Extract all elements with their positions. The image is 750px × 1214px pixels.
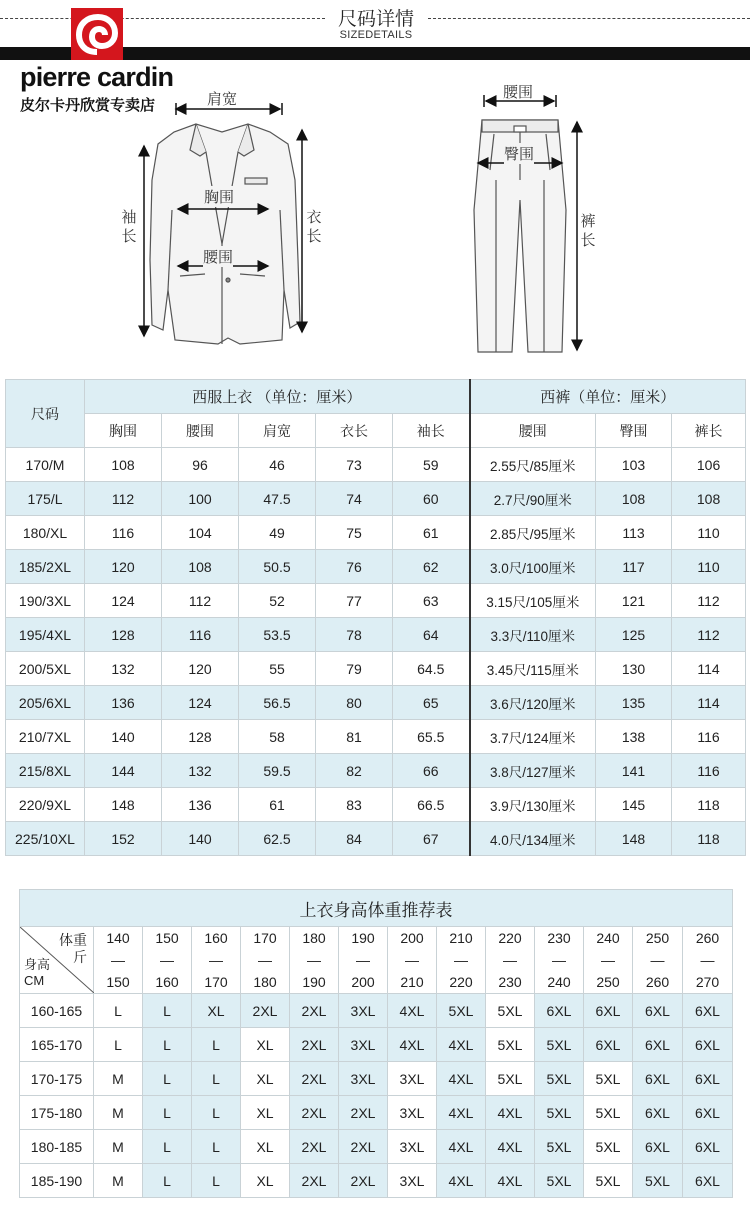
measurement-cell: 120 (85, 550, 162, 584)
recommended-size-cell: XL (241, 1096, 290, 1130)
recommended-size-cell: L (192, 1028, 241, 1062)
table-row (20, 1028, 733, 1062)
measurement-cell: 136 (85, 686, 162, 720)
weight-range-header: 260 — 270 (683, 927, 733, 994)
table-row (20, 1096, 733, 1130)
measurement-cell: 116 (162, 618, 239, 652)
weight-range-header: 150 — 160 (143, 927, 192, 994)
measurement-cell: 96 (162, 448, 239, 482)
size-cell: 185/2XL (6, 550, 85, 584)
measurement-cell: 84 (316, 822, 393, 856)
recommended-size-cell: 5XL (584, 1096, 633, 1130)
measurement-cell: 61 (239, 788, 316, 822)
measurement-cell: 59 (393, 448, 470, 482)
weight-range-header: 220 — 230 (486, 927, 535, 994)
recommended-size-cell: 5XL (535, 1096, 584, 1130)
measurement-cell: 3.3尺/110厘米 (470, 618, 596, 652)
recommended-size-cell: XL (241, 1130, 290, 1164)
table-row (20, 1130, 733, 1164)
measurement-cell: 117 (596, 550, 672, 584)
measurement-cell: 108 (672, 482, 746, 516)
measurement-cell: 112 (672, 584, 746, 618)
measurement-cell: 110 (672, 550, 746, 584)
table-row (6, 788, 746, 822)
recommended-size-cell: L (192, 1164, 241, 1198)
header-divider-left (0, 18, 325, 19)
recommended-size-cell: L (143, 1062, 192, 1096)
recommended-size-cell: 2XL (339, 1130, 388, 1164)
recommended-size-cell: 5XL (584, 1062, 633, 1096)
table-row (6, 618, 746, 652)
measurement-cell: 145 (596, 788, 672, 822)
measurement-cell: 3.45尺/115厘米 (470, 652, 596, 686)
table-row (6, 482, 746, 516)
recommended-size-cell: 4XL (388, 1028, 437, 1062)
measurement-cell: 46 (239, 448, 316, 482)
measurement-cell: 128 (162, 720, 239, 754)
height-range-cell: 185-190 (20, 1164, 94, 1198)
measurement-cell: 50.5 (239, 550, 316, 584)
measurement-cell: 110 (672, 516, 746, 550)
pants-waist-label: 腰围 (503, 83, 534, 101)
measurement-cell: 148 (85, 788, 162, 822)
recommended-size-cell: 6XL (584, 994, 633, 1028)
measurement-cell: 62.5 (239, 822, 316, 856)
measurement-cell: 64 (393, 618, 470, 652)
size-chart-table (5, 379, 746, 856)
recommended-size-cell: 5XL (633, 1164, 683, 1198)
recommend-table (19, 889, 733, 1198)
table-row (6, 822, 746, 856)
measurement-cell: 120 (162, 652, 239, 686)
measurement-cell: 108 (162, 550, 239, 584)
measurement-cell: 49 (239, 516, 316, 550)
recommended-size-cell: L (192, 1130, 241, 1164)
measurement-cell: 124 (162, 686, 239, 720)
recommended-size-cell: 6XL (633, 994, 683, 1028)
shoulder-label: 肩宽 (207, 90, 238, 108)
jacket-group-header: 西服上衣 （单位：厘米） (85, 380, 470, 414)
recommended-size-cell: 6XL (535, 994, 584, 1028)
recommended-size-cell: 2XL (339, 1096, 388, 1130)
recommended-size-cell: 6XL (683, 994, 733, 1028)
recommended-size-cell: L (143, 1164, 192, 1198)
measurement-cell: 62 (393, 550, 470, 584)
weight-range-header: 240 — 250 (584, 927, 633, 994)
recommended-size-cell: L (94, 1028, 143, 1062)
table-row (6, 720, 746, 754)
recommended-size-cell: XL (241, 1164, 290, 1198)
measurement-cell: 2.7尺/90厘米 (470, 482, 596, 516)
recommend-table-body (20, 994, 733, 1198)
measurement-cell: 112 (162, 584, 239, 618)
weight-header-row (20, 927, 733, 994)
height-range-cell: 165-170 (20, 1028, 94, 1062)
measurement-cell: 114 (672, 652, 746, 686)
weight-range-header: 160 — 170 (192, 927, 241, 994)
chest-label: 胸围 (204, 188, 235, 206)
brand-name: pierre cardin (20, 62, 174, 92)
recommended-size-cell: 4XL (486, 1130, 535, 1164)
recommended-size-cell: 5XL (486, 994, 535, 1028)
weight-range-header: 250 — 260 (633, 927, 683, 994)
recommended-size-cell: 3XL (388, 1164, 437, 1198)
recommended-size-cell: 2XL (290, 1164, 339, 1198)
recommended-size-cell: 6XL (633, 1028, 683, 1062)
size-cell: 170/M (6, 448, 85, 482)
measurement-cell: 118 (672, 822, 746, 856)
recommended-size-cell: 5XL (535, 1130, 584, 1164)
measurement-cell: 3.7尺/124厘米 (470, 720, 596, 754)
table-row (6, 754, 746, 788)
measurement-cell: 73 (316, 448, 393, 482)
measurement-cell: 59.5 (239, 754, 316, 788)
recommended-size-cell: M (94, 1062, 143, 1096)
measurement-cell: 56.5 (239, 686, 316, 720)
page-subtitle: SIZEDETAILS (339, 29, 413, 41)
recommended-size-cell: 5XL (437, 994, 486, 1028)
measurement-cell: 64.5 (393, 652, 470, 686)
measurement-cell: 3.15尺/105厘米 (470, 584, 596, 618)
measurement-cell: 76 (316, 550, 393, 584)
recommended-size-cell: 6XL (683, 1096, 733, 1130)
recommended-size-cell: 6XL (683, 1130, 733, 1164)
measurement-cell: 3.8尺/127厘米 (470, 754, 596, 788)
recommended-size-cell: 5XL (584, 1164, 633, 1198)
recommended-size-cell: 2XL (290, 1130, 339, 1164)
measurement-cell: 52 (239, 584, 316, 618)
measurement-cell: 80 (316, 686, 393, 720)
corner-cell (20, 927, 94, 994)
table-row (20, 1062, 733, 1096)
recommended-size-cell: L (143, 994, 192, 1028)
measurement-cell: 135 (596, 686, 672, 720)
column-header: 肩宽 (239, 414, 316, 448)
height-range-cell: 175-180 (20, 1096, 94, 1130)
recommended-size-cell: M (94, 1130, 143, 1164)
size-table-body (6, 448, 746, 856)
recommended-size-cell: M (94, 1096, 143, 1130)
measurement-cell: 47.5 (239, 482, 316, 516)
measurement-cell: 108 (596, 482, 672, 516)
measurement-cell: 132 (85, 652, 162, 686)
measurement-cell: 152 (85, 822, 162, 856)
size-cell: 175/L (6, 482, 85, 516)
weight-range-header: 230 — 240 (535, 927, 584, 994)
recommended-size-cell: L (143, 1096, 192, 1130)
height-range-cell: 180-185 (20, 1130, 94, 1164)
recommended-size-cell: 4XL (486, 1164, 535, 1198)
height-axis-label: 身高 CM (24, 957, 51, 988)
measurement-cell: 79 (316, 652, 393, 686)
measurement-cell: 2.55尺/85厘米 (470, 448, 596, 482)
measurement-cell: 100 (162, 482, 239, 516)
measurement-cell: 138 (596, 720, 672, 754)
recommended-size-cell: 2XL (290, 1028, 339, 1062)
recommended-size-cell: 4XL (437, 1130, 486, 1164)
recommended-size-cell: 3XL (339, 1028, 388, 1062)
sleeve-label: 袖 长 (121, 208, 137, 245)
measurement-cell: 63 (393, 584, 470, 618)
size-cell: 225/10XL (6, 822, 85, 856)
recommended-size-cell: 3XL (388, 1130, 437, 1164)
measurement-cell: 77 (316, 584, 393, 618)
measurement-cell: 4.0尺/134厘米 (470, 822, 596, 856)
measurement-cell: 58 (239, 720, 316, 754)
recommended-size-cell: M (94, 1164, 143, 1198)
garment-illustration (0, 60, 750, 370)
measurement-cell: 65.5 (393, 720, 470, 754)
measurement-cell: 136 (162, 788, 239, 822)
recommended-size-cell: 5XL (584, 1130, 633, 1164)
recommended-size-cell: 4XL (437, 1062, 486, 1096)
jacket-drawing (150, 124, 300, 344)
table-row (6, 686, 746, 720)
recommended-size-cell: XL (241, 1028, 290, 1062)
size-cell: 200/5XL (6, 652, 85, 686)
weight-axis-label: 体重 斤 (59, 932, 87, 965)
measurement-cell: 66.5 (393, 788, 470, 822)
pants-group-header: 西裤（单位：厘米） (470, 380, 746, 414)
recommend-title: 上衣身高体重推荐表 (20, 890, 733, 927)
measurement-cell: 112 (85, 482, 162, 516)
height-range-cell: 170-175 (20, 1062, 94, 1096)
recommended-size-cell: 3XL (339, 994, 388, 1028)
measurement-cell: 116 (672, 754, 746, 788)
recommended-size-cell: XL (192, 994, 241, 1028)
recommended-size-cell: XL (241, 1062, 290, 1096)
weight-range-header: 170 — 180 (241, 927, 290, 994)
recommended-size-cell: 6XL (633, 1096, 683, 1130)
recommended-size-cell: 4XL (437, 1164, 486, 1198)
store-name: 皮尔卡丹欣赏专卖店 (20, 96, 156, 114)
measurement-cell: 124 (85, 584, 162, 618)
measurement-cell: 118 (672, 788, 746, 822)
size-cell: 210/7XL (6, 720, 85, 754)
height-range-cell: 160-165 (20, 994, 94, 1028)
column-header: 腰围 (470, 414, 596, 448)
measurement-cell: 108 (85, 448, 162, 482)
measurement-cell: 148 (596, 822, 672, 856)
measurement-cell: 2.85尺/95厘米 (470, 516, 596, 550)
recommended-size-cell: 4XL (437, 1096, 486, 1130)
recommended-size-cell: 5XL (535, 1164, 584, 1198)
size-cell: 205/6XL (6, 686, 85, 720)
recommended-size-cell: 2XL (290, 1062, 339, 1096)
measurement-cell: 3.9尺/130厘米 (470, 788, 596, 822)
column-header: 臀围 (596, 414, 672, 448)
header-divider-right (428, 18, 750, 19)
table-row (6, 550, 746, 584)
recommended-size-cell: 2XL (339, 1164, 388, 1198)
size-cell: 215/8XL (6, 754, 85, 788)
table-row (6, 652, 746, 686)
measurement-cell: 55 (239, 652, 316, 686)
table-row (6, 448, 746, 482)
measurement-cell: 65 (393, 686, 470, 720)
column-header: 胸围 (85, 414, 162, 448)
measurement-cell: 140 (162, 822, 239, 856)
column-header: 袖长 (393, 414, 470, 448)
measurement-cell: 128 (85, 618, 162, 652)
measurement-cell: 67 (393, 822, 470, 856)
recommended-size-cell: 3XL (388, 1096, 437, 1130)
measurement-cell: 66 (393, 754, 470, 788)
column-header: 腰围 (162, 414, 239, 448)
weight-range-header: 200 — 210 (388, 927, 437, 994)
column-header: 衣长 (316, 414, 393, 448)
measurement-diagram (0, 60, 750, 370)
measurement-cell: 114 (672, 686, 746, 720)
measurement-cell: 81 (316, 720, 393, 754)
recommended-size-cell: 4XL (486, 1096, 535, 1130)
recommended-size-cell: 6XL (633, 1130, 683, 1164)
recommended-size-cell: 2XL (290, 1096, 339, 1130)
measurement-cell: 112 (672, 618, 746, 652)
measurement-cell: 3.0尺/100厘米 (470, 550, 596, 584)
table-row (6, 516, 746, 550)
size-header: 尺码 (6, 380, 85, 448)
table-row (20, 994, 733, 1028)
measurement-cell: 78 (316, 618, 393, 652)
measurement-cell: 53.5 (239, 618, 316, 652)
measurement-cell: 144 (85, 754, 162, 788)
recommended-size-cell: 5XL (486, 1062, 535, 1096)
recommended-size-cell: L (143, 1028, 192, 1062)
measurement-cell: 116 (85, 516, 162, 550)
measurement-cell: 104 (162, 516, 239, 550)
size-cell: 190/3XL (6, 584, 85, 618)
size-cell: 180/XL (6, 516, 85, 550)
recommended-size-cell: L (143, 1130, 192, 1164)
measurement-cell: 116 (672, 720, 746, 754)
measurement-cell: 132 (162, 754, 239, 788)
recommended-size-cell: 5XL (535, 1062, 584, 1096)
recommended-size-cell: 3XL (388, 1062, 437, 1096)
table-row (20, 1164, 733, 1198)
recommended-size-cell: 6XL (683, 1062, 733, 1096)
recommended-size-cell: 3XL (339, 1062, 388, 1096)
recommended-size-cell: 5XL (535, 1028, 584, 1062)
recommended-size-cell: 4XL (437, 1028, 486, 1062)
recommended-size-cell: 6XL (584, 1028, 633, 1062)
length-label: 衣 长 (306, 208, 322, 245)
measurement-cell: 125 (596, 618, 672, 652)
recommended-size-cell: 2XL (290, 994, 339, 1028)
recommended-size-cell: 4XL (388, 994, 437, 1028)
measurement-cell: 83 (316, 788, 393, 822)
recommended-size-cell: L (192, 1062, 241, 1096)
measurement-cell: 82 (316, 754, 393, 788)
weight-range-header: 190 — 200 (339, 927, 388, 994)
measurement-cell: 141 (596, 754, 672, 788)
measurement-cell: 3.6尺/120厘米 (470, 686, 596, 720)
jacket-waist-label: 腰围 (203, 248, 234, 266)
column-header: 裤长 (672, 414, 746, 448)
pants-length-label: 裤 长 (580, 212, 596, 249)
size-cell: 220/9XL (6, 788, 85, 822)
recommended-size-cell: 5XL (486, 1028, 535, 1062)
measurement-cell: 61 (393, 516, 470, 550)
hip-label: 臀围 (504, 145, 535, 163)
table-row (6, 584, 746, 618)
measurement-cell: 74 (316, 482, 393, 516)
recommended-size-cell: 6XL (633, 1062, 683, 1096)
measurement-cell: 103 (596, 448, 672, 482)
measurement-cell: 140 (85, 720, 162, 754)
measurement-cell: 121 (596, 584, 672, 618)
recommended-size-cell: 6XL (683, 1164, 733, 1198)
measurement-cell: 75 (316, 516, 393, 550)
recommended-size-cell: 6XL (683, 1028, 733, 1062)
weight-range-header: 180 — 190 (290, 927, 339, 994)
measurement-cell: 106 (672, 448, 746, 482)
brand-logo-icon (71, 8, 123, 60)
page-title: 尺码详情 (337, 8, 414, 30)
recommended-size-cell: 2XL (241, 994, 290, 1028)
measurement-cell: 60 (393, 482, 470, 516)
weight-range-header: 210 — 220 (437, 927, 486, 994)
size-cell: 195/4XL (6, 618, 85, 652)
recommended-size-cell: L (192, 1096, 241, 1130)
measurement-cell: 113 (596, 516, 672, 550)
weight-range-header: 140 — 150 (94, 927, 143, 994)
measurement-cell: 130 (596, 652, 672, 686)
recommended-size-cell: L (94, 994, 143, 1028)
